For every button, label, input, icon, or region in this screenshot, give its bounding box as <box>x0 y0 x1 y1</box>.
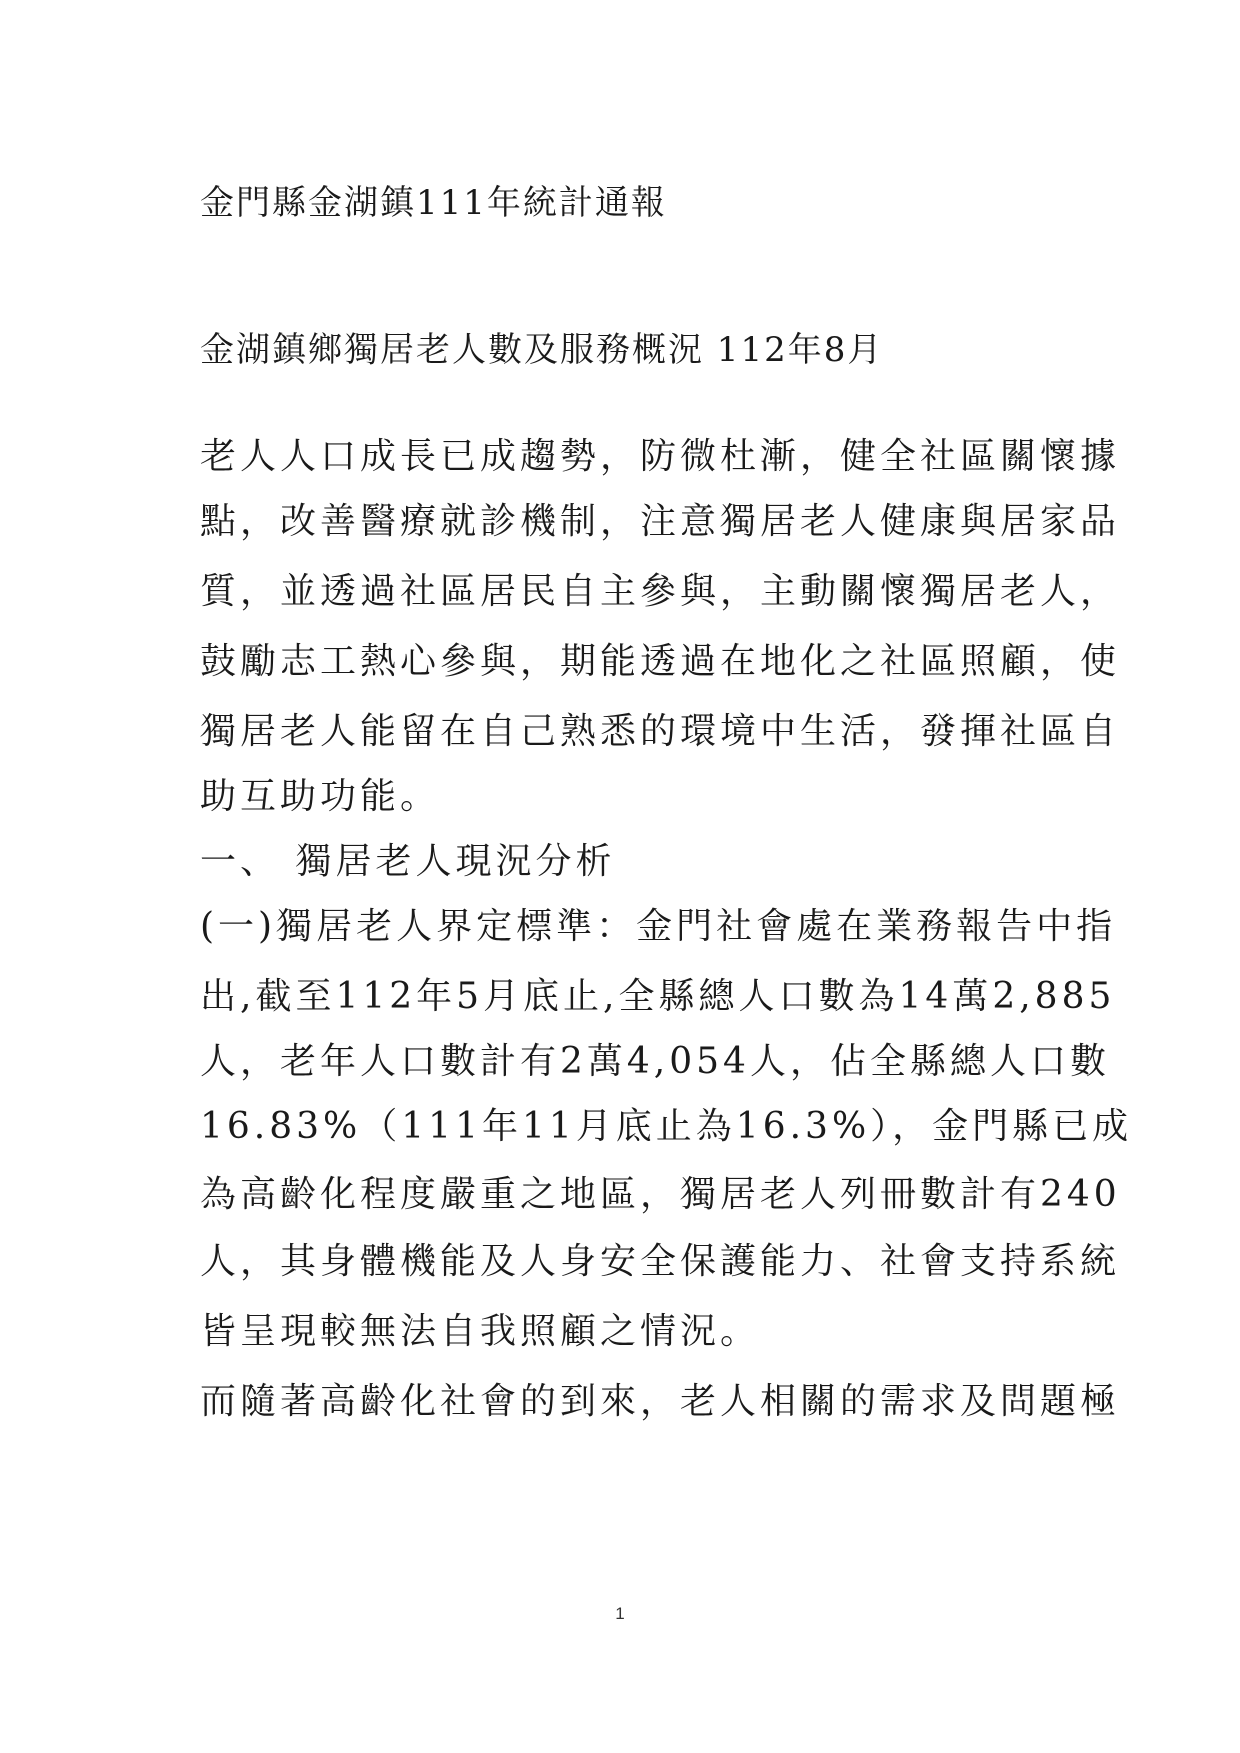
section-heading: 一、 獨居老人現況分析 <box>200 841 616 882</box>
intro-line: 老人人口成長已成趨勢，防微杜漸，健全社區關懷據 <box>200 436 1121 477</box>
intro-line: 鼓勵志工熱心參與，期能透過在地化之社區照顧，使 <box>200 641 1121 682</box>
document-subtitle: 金湖鎮鄉獨居老人數及服務概況 112年8月 <box>200 330 884 370</box>
intro-line: 獨居老人能留在自己熟悉的環境中生活，發揮社區自 <box>200 711 1121 752</box>
body-line: 人，老年人口數計有2萬4,054人，佔全縣總人口數 <box>200 1041 1110 1082</box>
body-line: (一)獨居老人界定標準：金門社會處在業務報告中指 <box>200 906 1117 947</box>
intro-line: 點，改善醫療就診機制，注意獨居老人健康與居家品 <box>200 501 1121 542</box>
intro-line: 助互助功能。 <box>200 776 441 817</box>
body-line: 皆呈現較無法自我照顧之情況。 <box>200 1311 761 1352</box>
body-line: 16.83%（111年11月底止為16.3%），金門縣已成 <box>200 1106 1133 1147</box>
intro-line: 質，並透過社區居民自主參與，主動關懷獨居老人， <box>200 571 1121 612</box>
page-number: 1 <box>615 1604 625 1623</box>
closing-line: 而隨著高齡化社會的到來，老人相關的需求及問題極 <box>200 1381 1121 1422</box>
body-line: 為高齡化程度嚴重之地區，獨居老人列冊數計有240 <box>200 1174 1121 1215</box>
document-title: 金門縣金湖鎮111年統計通報 <box>200 183 667 223</box>
body-line: 出,截至112年5月底止,全縣總人口數為14萬2,885 <box>200 976 1116 1017</box>
body-line: 人，其身體機能及人身安全保護能力、社會支持系統 <box>200 1241 1121 1282</box>
